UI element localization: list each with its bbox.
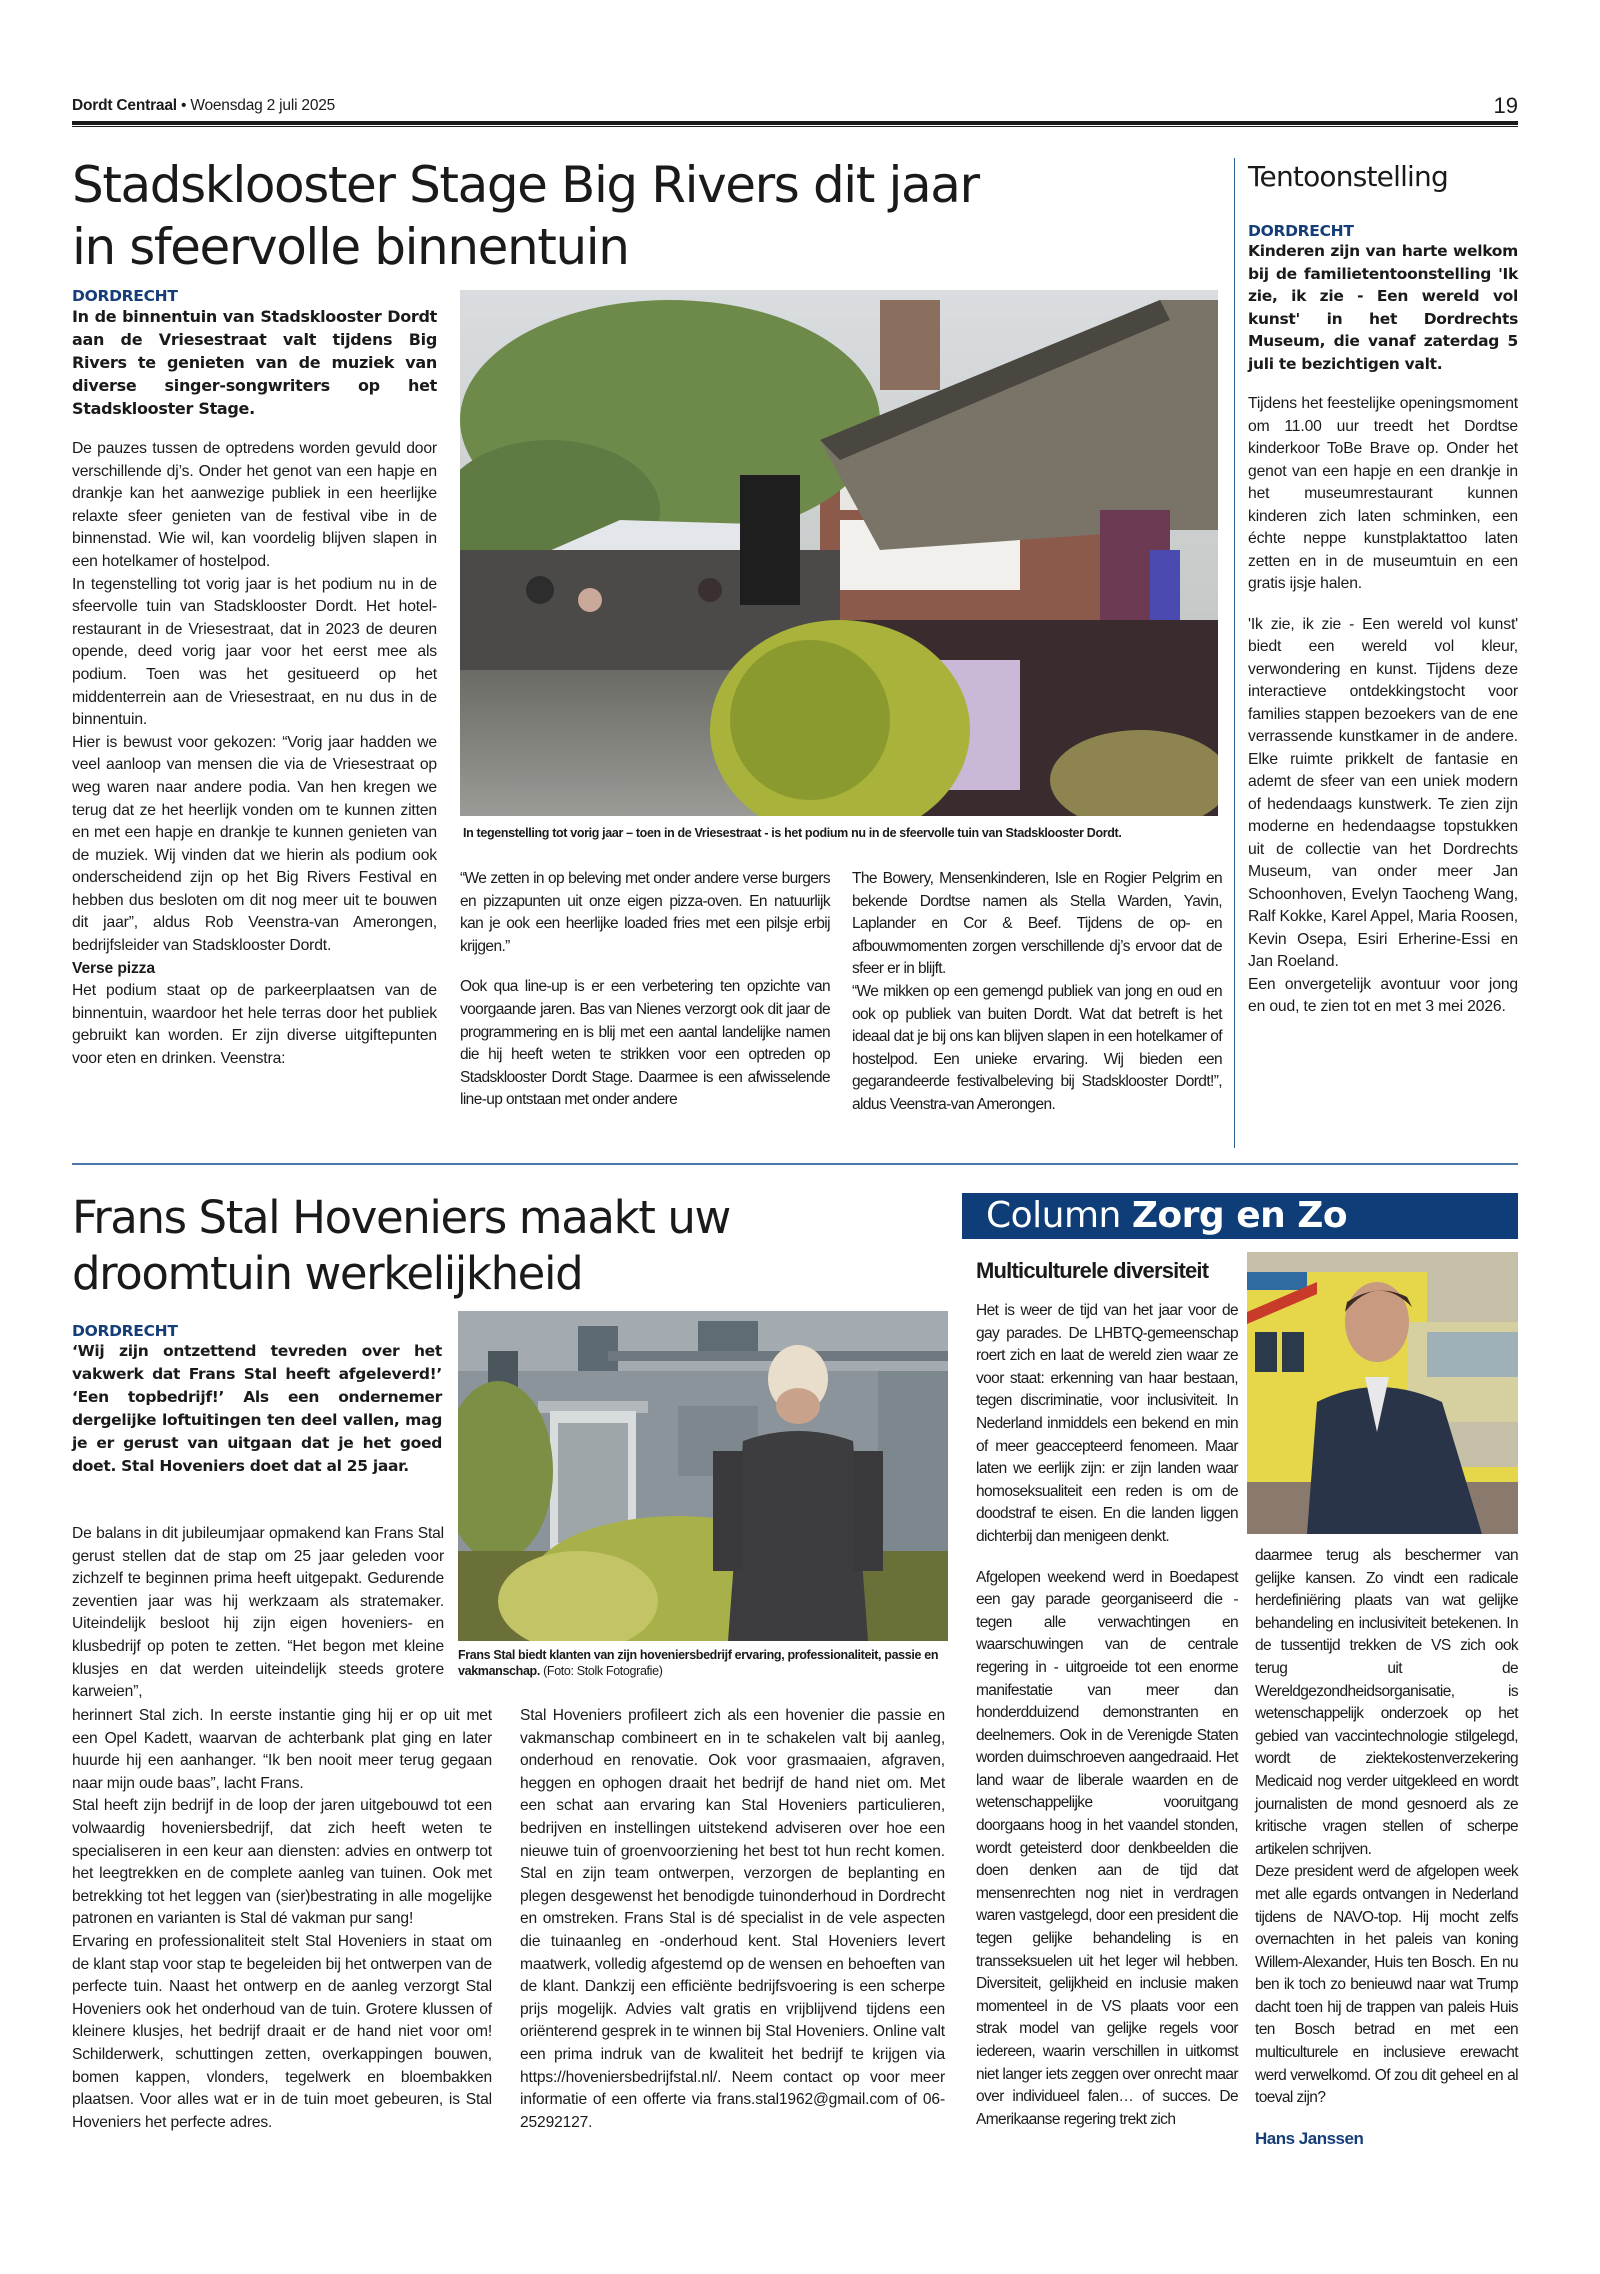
column-label: Column [986,1195,1132,1236]
sidebar-paragraph: 'Ik zie, ik zie - Een wereld vol kunst' biedt een wereld vol kleur, verwondering en kunst. Tijdens deze interactieve ontdekkingstocht voor families stappen bezoekers van de ene verrassende kunstkamer in de andere. Elke ruimte prikkelt de fantasie en ademt de sfeer van een uniek modern of hedendaags kunstwerk. Te zien zijn moderne en hedendaagse topstukken uit de collectie van het Dordrechts Museum, van onder meer Jan Schoonhoven, Evelyn Taocheng Wang, Ralf Kokke, Karel Appel, Maria Roosen, Kevin Osepa, Esiri Erherine-Essi en Jan Roeland. [1248,615,1518,970]
column-col2 [1255,1545,1518,2150]
article2-headline [72,1190,942,1302]
sidebar-paragraph: Tijdens het feestelijke openingsmoment om 11.00 uur treedt het Dordtse kinderkoor ToBe Brave op. Onder het genot van een hapje en een drankje in het museumrestaurant kunnen kinderen zich laten schminken, een échte neppe kunstplaktattoo laten zetten en in de museumtuin en een gratis ijsje halen. [1248,395,1518,592]
article2-caption-text: Frans Stal biedt klanten van zijn hoveniersbedrijf ervaring, professionaliteit, passie en vakmanschap. [458,1648,939,1678]
article1-paragraph: Het podium staat op de parkeerplaatsen van de binnentuin, waardoor het hele terras door het publiek gebruikt kan worden. Er zijn diverse uitgiftepunten voor eten en drinken. Veenstra: [72,982,437,1068]
masthead-rule-thin [72,126,1518,127]
article1-subhead: Verse pizza [72,959,155,977]
author-portrait-illustration [1247,1252,1518,1534]
article2-col2: Stal Hoveniers profileert zich als een hovenier die passie en vakmanschap combineert en in te schakelen valt bij aanleg, onderhoud en renovatie. Ook voor grasmaaien, afgraven, heggen en ophogen draait het bedrijf de hand niet om. Met een schat aan ervaring kan Stal Hoveniers particulieren, bedrijven en instellingen uitstekend adviseren over hoe een nieuwe tuin of groenvoorziening het best tot hun recht komen. Stal en zijn team ontwerpen, verzorgen de beplanting en plegen desgewenst het benodigde tuinonderhoud in Dordrecht en omstreken. Frans Stal is dé specialist in de vele aspecten die tuinaanleg en -onderhoud kent. Stal Hoveniers levert maatwerk, volledig afgestemd op de wensen en behoeften van de klant. Dankzij een efficiënte bedrijfsvoering is een scherpe prijs mogelijk. Advies valt gratis en vrijblijvend tijdens een oriënterend gesprek in te winnen bij Stal Hoveniers. Online valt een prima indruk van de kwaliteit het bedrijf te krijgen via https://hoveniersbedrijfstal.nl/. Neem contact op voor meer informatie of een offerte via frans.stal1962@gmail.com of 06-25292127. [520,1707,945,2131]
article2-headline-line2: droomtuin werkelijkheid [72,1247,583,1300]
article2-photo-caption [458,1647,954,1679]
photo-credit: (Foto: Stolk Fotografie) [539,1664,663,1678]
article2-paragraph: herinnert Stal zich. In eerste instantie ging hij er op uit met een Opel Kadett, waarvan de achterbank plat ging en later huurde hij een aanhanger. “Ik ben nooit meer terug gegaan naar mijn oude baas”, lacht Frans. [72,1707,492,1792]
column-banner-title [986,1195,1347,1236]
article2-kicker: DORDRECHT [72,1322,178,1340]
article1-paragraph: Ook qua line-up is er een verbetering ten opzichte van voorgaande jaren. Bas van Nienes verzorgt ook dit jaar de programmering en is blij met een aantal landelijke namen die hij heeft weten te strikken voor een optreden op Stadsklooster Dordt Stage. Daarmee is een afwisselende line-up ontstaan met onder andere [460,978,830,1109]
section-divider [72,1163,1518,1165]
article1-lead: In de binnentuin van Stadsklooster Dordt aan de Vriesestraat valt tijdens Big Rivers te genieten van de muziek van diverse singer-songwriters op het Stadsklooster Stage. [72,307,437,418]
article2-lead: ‘Wij zijn ontzettend tevreden over het vakwerk dat Frans Stal heeft afgeleverd!’ ‘Een topbedrijf!’ Als een ondernemer dergelijke loftuitingen ten deel vallen, mag je er gerust van uitgaan dat je het goed doet. Stal Hoveniers doet dat al 25 jaar. [72,1342,442,1475]
column-banner [962,1193,1518,1239]
article1-col2 [460,868,830,1112]
issue-date: Woensdag 2 juli 2025 [190,97,336,114]
article1-headline-line2: in sfeervolle binnentuin [72,218,629,276]
sidebar-paragraph: Een onvergetelijk avontuur voor jong en oud, te zien tot en met 3 mei 2026. [1248,975,1518,1015]
column-title: Multiculturele diversiteit [976,1258,1209,1283]
sidebar-title: Tentoonstelling [1248,160,1448,193]
article1-paragraph: “We mikken op een gemengd publiek van jong en oud en ook op publiek van buiten Dordt. Wat dat betreft is het ideaal dat je bij ons kan blijven slapen in een hotelkamer of hostelpod. Een unieke ervaring. Wij bieden een gegarandeerde festivalbeleving bij Stadsklooster Dordt!”, aldus Veenstra-van Amerongen. [852,982,1222,1113]
article1-paragraph: The Bowery, Mensenkinderen, Isle en Rogier Pelgrim en bekende Dordtse namen als Stella Warden, Yavin, Laplander en Cor & Beef. Tijdens de op- en afbouwmomenten zorgen verschillende dj’s ervoor dat de sfeer er in blijft. [852,870,1222,978]
masthead-rule [72,121,1518,125]
article1-paragraph: “We zetten in op beleving met onder andere verse burgers en pizzapunten uit onze eigen pizza-oven. En natuurlijk kan je ook een heerlijke loaded fries met een pilsje erbij krijgen.” [460,870,830,955]
article1-col1 [72,287,437,1071]
column-col1 [976,1300,1238,2131]
column-author: Hans Janssen [1255,2128,1364,2148]
article1-paragraph: Hier is bewust voor gekozen: “Vorig jaar hadden we veel aanloop van mensen die via de Vriesestraat op weg waren naar andere podia. Van hen kregen we terug dat ze het heerlijk vonden om te kunnen zitten en met een hapje en drankje te kunnen genieten van de muziek. Wij vinden dat we hierin als podium ook onderscheidend zijn op het Big Rivers Festival en hebben dus besloten om dit nog meer uit te bouwen dit jaar”, aldus Rob Veenstra-van Amerongen, bedrijfsleider van Stadsklooster Dordt. [72,733,437,955]
column-series-name: Zorg en Zo [1131,1195,1348,1236]
sidebar-kicker: DORDRECHT [1248,222,1354,240]
article2-col1-top: De balans in dit jubileumjaar opmakend kan Frans Stal gerust stellen dat de stap om 25 jaar geleden voor zichzelf te beginnen prima heeft uitgepakt. Gedurende zeventien jaar was hij werkzaam als stratemaker. Uiteindelijk besloot hij zijn eigen hoveniers- en klusbedrijf op poten te zetten. “Het begon met kleine klusjes en dat werden uiteindelijk steeds grotere karweien”, [72,1525,444,1701]
article1-headline [72,154,1222,278]
article1-photo-stage-garden [460,290,1218,816]
article1-headline-line1: Stadsklooster Stage Big Rivers dit jaar [72,156,979,214]
masthead-info [72,97,335,115]
column-paragraph: daarmee terug als beschermer van gelijke kansen. Zo vindt een radicale herdefiniëring plaats van wat gelijke behandeling en inclusiviteit betekenen. In de tussentijd trekken de VS zich ook terug uit de Wereldgezondheidsorganisatie, is wetenschappelijk onderzoek op het gebied van vaccintechnologie stilgelegd, wordt de ziektekostenverzekering Medicaid nog verder uitgekleed en wordt journalisten de mond gesnoerd als ze kritische vragen stellen of scherpe artikelen schrijven. [1255,1547,1518,1858]
sidebar-lead: Kinderen zijn van harte welkom bij de familietentoonstelling 'Ik zie, ik zie - Een wereld vol kunst' in het Dordrechts Museum, die vanaf zaterdag 5 juli te bezichtigen valt. [1248,242,1518,373]
column-paragraph: Het is weer de tijd van het jaar voor de gay parades. De LHBTQ-gemeenschap roert zich en laat de wereld zien waar ze voor staat: erkenning van haar bestaan, tegen discriminatie, voor inclusiviteit. In Nederland inmiddels een bekend en min of meer geaccepteerd fenomeen. Maar laten we eerlijk zijn: er zijn landen waar homoseksualiteit een reden is om de doodstraf te eisen. En die landen liggen dichterbij dan menigeen denkt. [976,1302,1238,1545]
article1-paragraph: In tegenstelling tot vorig jaar is het podium nu in de sfeervolle tuin van Stadsklooster Dordt. Het hotel-restaurant in de Vriesestraat, dat in 2023 de deuren opende, deed vorig jaar voor het eerst mee als podium. Toen was het gesitueerd op het middenterrein aan de Vriesestraat, en nu dus in de binnentuin. [72,575,437,729]
article2-paragraph: Ervaring en professionaliteit stelt Stal Hoveniers in staat om de klant stap voor stap te begeleiden bij het ontwerpen van de perfecte tuin. Naast het ontwerp en de aanleg verzorgt Stal Hoveniers ook het onderhoud van de tuin. Grotere klussen of kleinere klusjes, het bedrijf draait er de hand niet voor om! Schilderwerk, schuttingen zetten, overkappingen bouwen, bomen kappen, vlonders, tegelwerk en bloembakken plaatsen. Voor alles wat er in de tuin moet gebeuren, is Stal Hoveniers het perfecte adres. [72,1932,492,2131]
paper-name: Dordt Centraal [72,97,177,114]
article1-photo-caption: In tegenstelling tot vorig jaar – toen in de Vriesestraat - is het podium nu in de sfeervolle tuin van Stadsklooster Dordt. [463,826,1122,840]
article2-col1 [72,1705,492,2134]
article2-intro [72,1322,442,1478]
column-author-photo [1247,1252,1518,1534]
article2-photo-frans-stal [458,1311,948,1641]
sidebar-body [1248,393,1518,1019]
stage-garden-photo-illustration [460,290,1218,816]
sidebar-article [1248,222,1518,1019]
article1-col3 [852,868,1222,1117]
column-paragraph: Deze president werd de afgelopen week met alle egards ontvangen in Nederland tijdens de NAVO-top. Hij mocht zelfs overnachten in het paleis van koning Willem-Alexander, Huis ten Bosch. En nu ben ik toch zo benieuwd naar wat Trump dacht toen hij de trappen van paleis Huis ten Bosch betrad en met een multiculturele en inclusieve erewacht werd verwelkomd. Of zou dit geheel en al toeval zijn? [1255,1863,1518,2107]
article2-headline-line1: Frans Stal Hoveniers maakt uw [72,1191,730,1244]
masthead-separator: • [176,97,191,114]
article1-kicker: DORDRECHT [72,287,178,305]
column-paragraph: Afgelopen weekend werd in Boedapest een gay parade georganiseerd die - tegen alle verwachtingen en waarschuwingen van de centrale regering in - uitgroeide tot een enorme manifestatie van meer dan honderdduizend demonstranten en deelnemers. Ook in de Verenigde Staten worden duimschroeven aangedraaid. Het land waar de liberale waarden en de wetenschappelijke vooruitgang doorgaans hoog in het vaandel stonden, wordt geteisterd door denkbeelden die doen denken aan de tijd dat mensenrechten nog niet in verdragen waren vastgelegd, door een president die tegen gelijke behandeling is en transseksuelen uit het leger wil hebben. Diversiteit, gelijkheid en inclusie maken momenteel in de VS plaats voor een strak model van gelijke regels voor iedereen, waarin verschillen in uitkomst niet langer iets zeggen over onrecht maar over individueel falen… of succes. De Amerikaanse regering trekt zich [976,1568,1238,2128]
article2-paragraph: Stal heeft zijn bedrijf in de loop der jaren uitgebouwd tot een volwaardig hoveniersbedrijf, dat zich heeft weten te specialiseren in een keur aan diensten: advies en ontwerp tot het leegtrekken en de complete aanleg van tuinen. Ook met betrekking tot het leggen van (sier)bestrating in alle mogelijke patronen en varianten is Stal dé vakman pur sang! [72,1797,492,1928]
article1-paragraph: De pauzes tussen de optredens worden gevuld door verschillende dj’s. Onder het genot van een hapje en drankje kan het aanwezige publiek in een heerlijke relaxte sfeer genieten van de festival vibe in de binnenstad. Wie wil, kan voordelig blijven slapen in een hotelkamer of hostelpod. [72,440,437,570]
sidebar-divider [1234,158,1235,1148]
gardener-photo-illustration [458,1311,948,1641]
page-number: 19 [1493,93,1518,118]
article1-body-col1 [72,438,437,1071]
